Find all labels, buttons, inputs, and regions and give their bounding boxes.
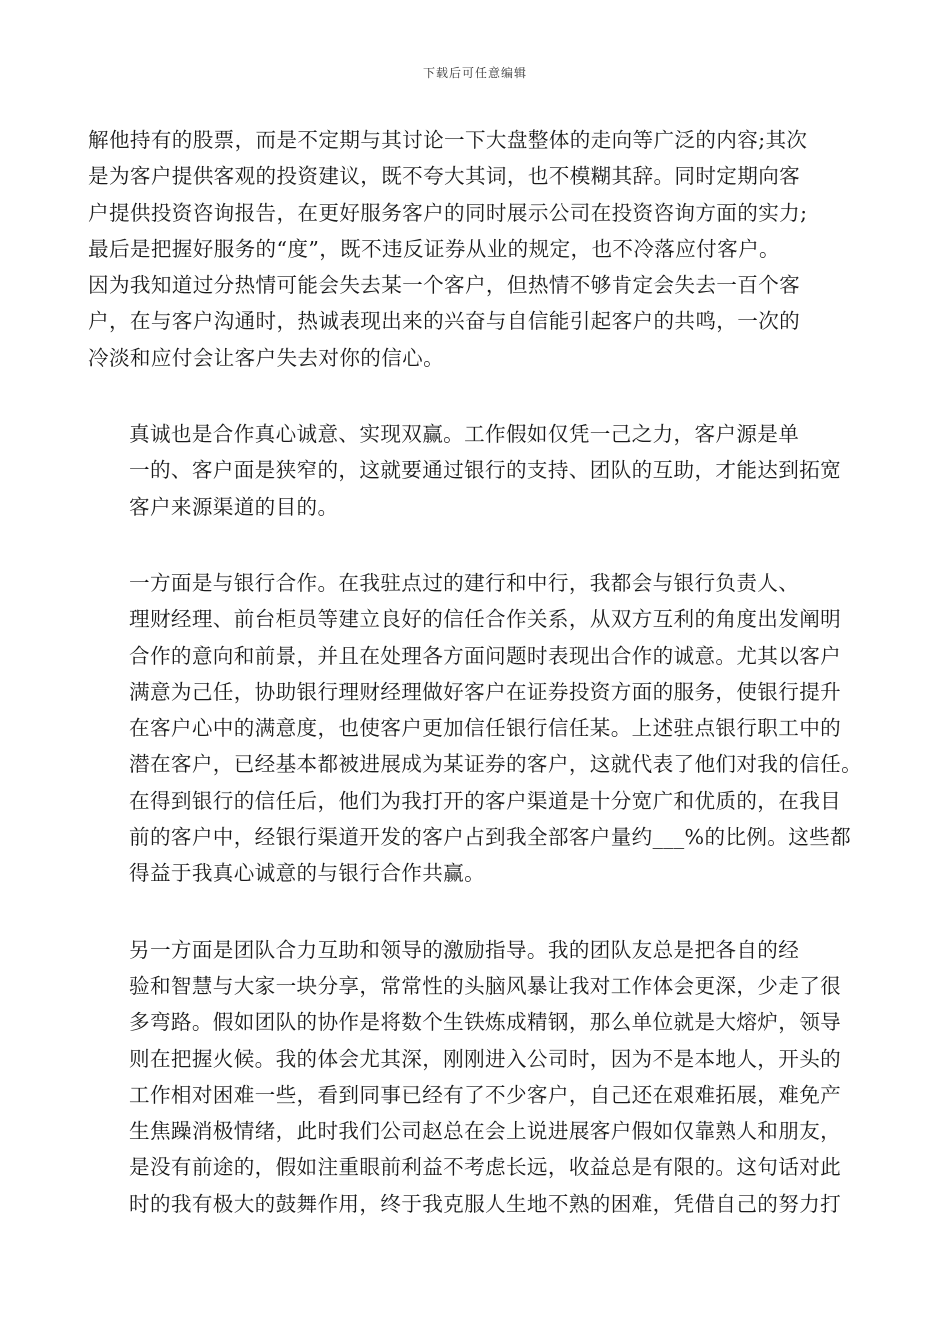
paragraph-line: 生焦躁消极情绪，此时我们公司赵总在会上说进展客户假如仅靠熟人和朋友， (129, 1119, 842, 1144)
paragraph-line: 户提供投资咨询报告，在更好服务客户的同时展示公司在投资咨询方面的实力; (88, 200, 808, 225)
paragraph-line: 客户来源渠道的目的。 (129, 494, 339, 519)
paragraph-line: 满意为己任，协助银行理财经理做好客户在证券投资方面的服务，使银行提升 (129, 679, 842, 704)
paragraph-line: 多弯路。假如团队的协作是将数个生铁炼成精钢，那么单位就是大熔炉，领导 (129, 1010, 842, 1035)
paragraph-line: 在客户心中的满意度，也使客户更加信任银行信任某。上述驻点银行职工中的 (129, 716, 842, 741)
paragraph-line: 一方面是与银行合作。在我驻点过的建行和中行，我都会与银行负责人、 (129, 570, 800, 595)
paragraph-line: 合作的意向和前景，并且在处理各方面问题时表现出合作的诚意。尤其以客户 (129, 643, 842, 668)
paragraph-line: 解他持有的股票，而是不定期与其讨论一下大盘整体的走向等广泛的内容;其次 (88, 128, 808, 152)
paragraph (88, 932, 858, 1222)
paragraph-line: 前的客户中，经银行渠道开发的客户占到我全部客户量约___%的比例。这些都 (129, 825, 852, 850)
page-header: 下载后可任意编辑 (422, 66, 527, 80)
paragraph-line: 理财经理、前台柜员等建立良好的信任合作关系，从双方互利的角度出发阐明 (129, 607, 842, 632)
paragraph (88, 565, 863, 892)
paragraph-line: 是为客户提供客观的投资建议，既不夸大其词，也不模糊其辞。同时定期向客 (88, 164, 801, 189)
paragraph-line: 在得到银行的信任后，他们为我打开的客户渠道是十分宽广和优质的，在我目 (129, 788, 842, 813)
paragraph-line: 则在把握火候。我的体会尤其深，刚刚进入公司时，因为不是本地人，开头的 (129, 1046, 842, 1071)
paragraph-line: 冷淡和应付会让客户失去对你的信心。 (88, 345, 445, 370)
paragraph (88, 416, 858, 525)
paragraph-line: 得益于我真心诚意的与银行合作共赢。 (129, 861, 486, 886)
paragraph-line: 因为我知道过分热情可能会失去某一个客户，但热情不够肯定会失去一百个客 (88, 273, 801, 298)
paragraph-line: 户，在与客户沟通时，热诚表现出来的兴奋与自信能引起客户的共鸣，一次的 (88, 309, 801, 334)
paragraph-line: 验和智慧与大家一块分享，常常性的头脑风暴让我对工作体会更深，少走了很 (129, 973, 842, 998)
paragraph-line: 最后是把握好服务的“度”，既不违反证券从业的规定，也不冷落应付客户。 (88, 236, 780, 261)
paragraph (88, 122, 858, 376)
document-body (88, 122, 863, 1262)
paragraph-line: 时的我有极大的鼓舞作用，终于我克服人生地不熟的困难，凭借自己的努力打 (129, 1191, 842, 1216)
paragraph-line: 一的、客户面是狭窄的，这就要通过银行的支持、团队的互助，才能达到拓宽 (129, 458, 842, 483)
paragraph-line: 潜在客户，已经基本都被进展成为某证券的客户，这就代表了他们对我的信任。 (129, 752, 863, 777)
paragraph-line: 真诚也是合作真心诚意、实现双赢。工作假如仅凭一己之力，客户源是单 (129, 422, 800, 447)
paragraph-line: 工作相对困难一些，看到同事已经有了不少客户，自己还在艰难拓展，难免产 (129, 1082, 842, 1107)
paragraph-line: 另一方面是团队合力互助和领导的激励指导。我的团队友总是把各自的经 (129, 937, 800, 962)
paragraph-line: 是没有前途的，假如注重眼前利益不考虑长远，收益总是有限的。这句话对此 (129, 1155, 842, 1180)
